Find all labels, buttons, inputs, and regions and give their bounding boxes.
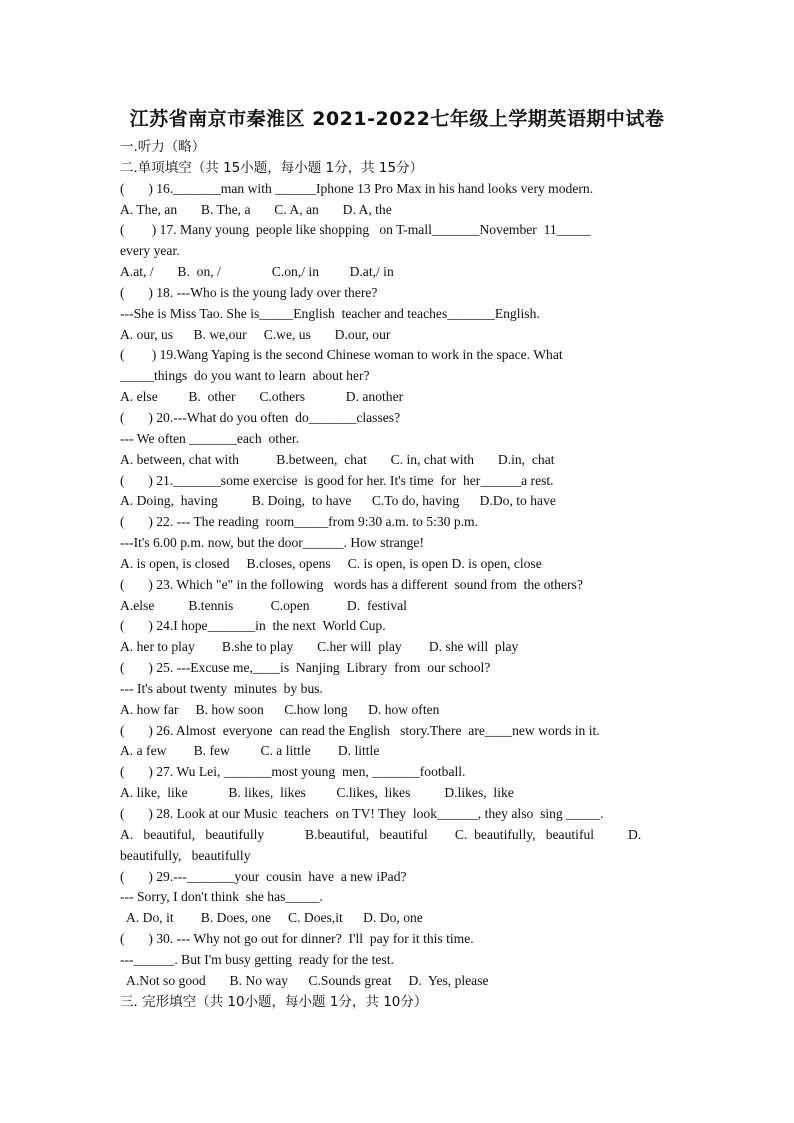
question-line: ---She is Miss Tao. She is_____English teacher and teaches_______English. — [120, 305, 540, 321]
question-line: A. between, chat with B.between, chat C. in, chat with D.in, chat — [120, 451, 555, 467]
question-line: A. like, like B. likes, likes C.likes, likes D.likes, like — [120, 785, 514, 801]
question-line: A.Not so good B. No way C.Sounds great D. Yes, please — [120, 972, 489, 988]
question-line: beautifully, beautifully — [120, 847, 251, 863]
question-line: --- We often _______each other. — [120, 430, 300, 446]
question-line: A. our, us B. we,our C.we, us D.our, our — [120, 326, 391, 342]
question-line: A. is open, is closed B.closes, opens C. is open, is open D. is open, close — [120, 555, 542, 571]
question-line: ( ) 27. Wu Lei, _______most young men, _______football. — [120, 764, 466, 780]
question-line: ( ) 18. ---Who is the young lady over there? — [120, 284, 378, 300]
question-line: A. how far B. how soon C.how long D. how often — [120, 701, 440, 717]
question-line: ( ) 23. Which "e" in the following words has a different sound from the others? — [120, 576, 583, 592]
question-line: _____things do you want to learn about her? — [120, 368, 370, 384]
question-line: ( ) 16._______man with ______Iphone 13 Pro Max in his hand looks very modern. — [120, 180, 594, 196]
question-line: A.at, / B. on, / C.on,/ in D.at,/ in — [120, 264, 394, 280]
question-line: ( ) 25. ---Excuse me,____is Nanjing Library from our school? — [120, 660, 491, 676]
question-line: ( ) 19.Wang Yaping is the second Chinese woman to work in the space. What — [120, 347, 563, 363]
question-line: A. Doing, having B. Doing, to have C.To do, having D.Do, to have — [120, 493, 556, 509]
question-line: --- It's about twenty minutes by bus. — [120, 680, 323, 696]
question-line: ( ) 20.---What do you often do_______classes? — [120, 409, 401, 425]
question-line: ( ) 17. Many young people like shopping on T-mall_______November 11_____ — [120, 222, 591, 238]
exam-title: 江苏省南京市秦淮区 2021-2022七年级上学期英语期中试卷 — [129, 108, 665, 130]
question-line: ( ) 29.---_______your cousin have a new iPad? — [120, 868, 407, 884]
question-line: ( ) 28. Look at our Music teachers on TV! They look______, they also sing _____. — [120, 806, 604, 821]
question-line: ( ) 21._______some exercise is good for her. It's time for her______a rest. — [120, 472, 554, 488]
section-heading: 二.单项填空（共 15小题，每小题 1分，共 15分） — [120, 159, 424, 176]
question-line: ---______. But I'm busy getting ready for the test. — [120, 951, 394, 967]
question-line: A. a few B. few C. a little D. little — [120, 743, 380, 759]
section-heading: 一.听力（略） — [120, 139, 206, 155]
question-line: ( ) 30. --- Why not go out for dinner? I'll pay for it this time. — [120, 931, 474, 947]
exam-body — [120, 137, 680, 1012]
question-line: every year. — [120, 243, 180, 259]
question-line: ( ) 22. --- The reading room_____from 9:30 a.m. to 5:30 p.m. — [120, 514, 479, 530]
question-line: ---It's 6.00 p.m. now, but the door______. How strange! — [120, 535, 424, 551]
question-line: --- Sorry, I don't think she has_____. — [120, 889, 323, 905]
question-line: A. The, an B. The, a C. A, an D. A, the — [120, 201, 392, 217]
question-line: A. else B. other C.others D. another — [120, 389, 404, 405]
question-line: ( ) 26. Almost everyone can read the English story.There are____new words in it. — [120, 722, 600, 738]
question-line: ( ) 24.I hope_______in the next World Cup. — [120, 618, 386, 634]
section-heading: 三. 完形填空（共 10小题，每小题 1分，共 10分） — [120, 993, 428, 1010]
question-line: A. her to play B.she to play C.her will play D. she will play — [120, 639, 519, 655]
question-line: A. beautiful, beautifully B.beautiful, beautiful C. beautifully, beautiful D. — [120, 826, 642, 842]
question-line: A. Do, it B. Does, one C. Does,it D. Do, one — [120, 910, 423, 926]
question-line: A.else B.tennis C.open D. festival — [120, 597, 407, 613]
